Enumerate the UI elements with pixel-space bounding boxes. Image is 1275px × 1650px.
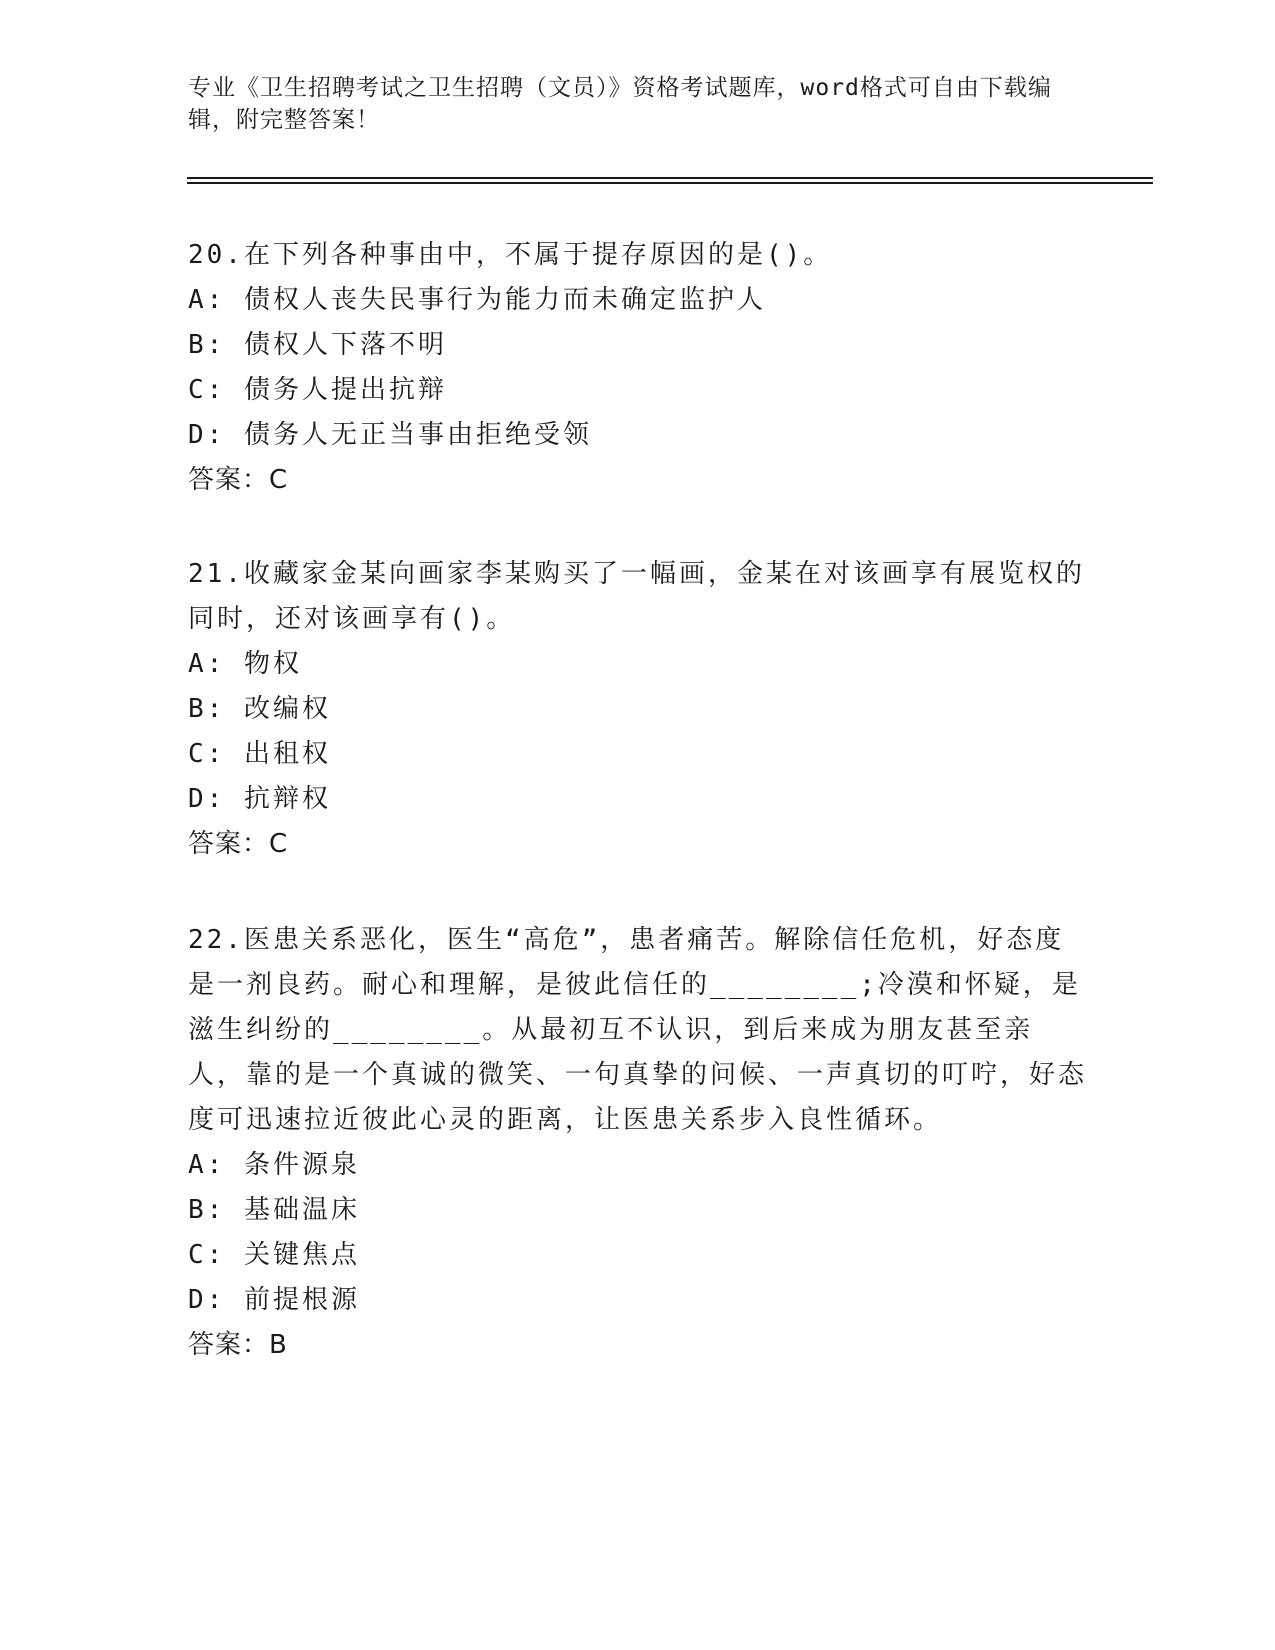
option-d: D: 债务人无正当事由拒绝受领 bbox=[188, 420, 592, 450]
option-c: C: 出租权 bbox=[188, 739, 331, 769]
option-c: C: 债务人提出抗辩 bbox=[188, 375, 447, 405]
question-22 bbox=[188, 918, 1088, 1368]
question-21 bbox=[188, 552, 1088, 867]
header-divider-top bbox=[187, 177, 1153, 179]
option-a: A: 债权人丧失民事行为能力而未确定监护人 bbox=[188, 285, 766, 315]
option-c: C: 关键焦点 bbox=[188, 1240, 360, 1270]
header-divider-bottom bbox=[187, 182, 1153, 184]
answer-line: 答案：C bbox=[188, 465, 289, 495]
document-header: 专业《卫生招聘考试之卫生招聘（文员）》资格考试题库，word格式可自由下载编辑，附完整答案！ bbox=[188, 75, 1052, 133]
option-b: B: 基础温床 bbox=[188, 1195, 360, 1225]
answer-line: 答案：B bbox=[188, 1330, 288, 1360]
question-20 bbox=[188, 233, 1088, 503]
option-d: D: 抗辩权 bbox=[188, 784, 331, 814]
question-stem: 22.医患关系恶化，医生“高危”，患者痛苦。解除信任危机，好态度是一剂良药。耐心和理解，是彼此信任的________;冷漠和怀疑，是滋生纠纷的________。从最初互不认识，到后来成为朋友甚至亲人，靠的是一个真诚的微笑、一句真挚的问候、一声真切的叮咛，好态度可迅速拉近彼此心灵的距离，让医患关系步入良性循环。 bbox=[188, 925, 1088, 1135]
answer-line: 答案：C bbox=[188, 829, 289, 859]
question-stem: 20.在下列各种事由中，不属于提存原因的是()。 bbox=[188, 240, 833, 270]
option-a: A: 物权 bbox=[188, 649, 302, 679]
option-b: B: 债权人下落不明 bbox=[188, 330, 447, 360]
option-d: D: 前提根源 bbox=[188, 1285, 360, 1315]
option-b: B: 改编权 bbox=[188, 694, 331, 724]
question-stem: 21.收藏家金某向画家李某购买了一幅画，金某在对该画享有展览权的同时，还对该画享有()。 bbox=[188, 559, 1085, 634]
option-a: A: 条件源泉 bbox=[188, 1150, 360, 1180]
